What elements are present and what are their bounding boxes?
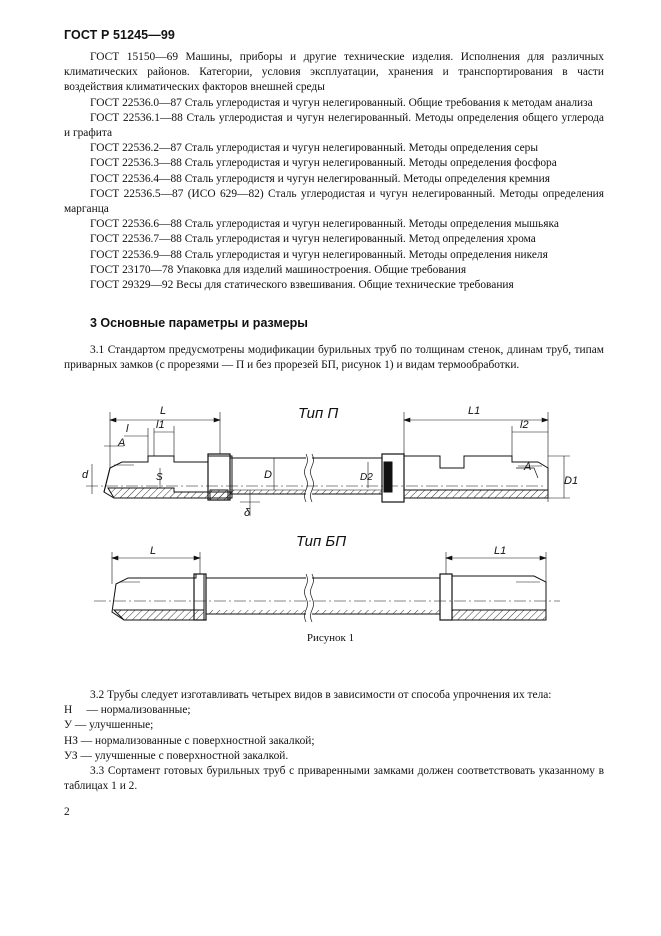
reference-item: ГОСТ 22536.3—88 Сталь углеродистая и чугун нелегированный. Методы определения фосфора	[90, 157, 557, 170]
paragraph-3-3: 3.3 Сортамент готовых бурильных труб с приваренными замками должен соответствовать указанному в таблицах 1 и 2.	[64, 765, 604, 793]
reference-item: ГОСТ 22536.6—88 Сталь углеродистая и чугун нелегированный. Методы определения мышьяка	[90, 218, 559, 231]
reference-item: ГОСТ 22536.4—88 Сталь углеродистя и чугун нелегированный. Методы определения кремния	[90, 172, 550, 185]
dim-label-L-bp: L	[150, 545, 157, 557]
reference-item: ГОСТ 22536.0—87 Сталь углеродистая и чугун нелегированный. Общие требования к методам анализа	[90, 96, 593, 109]
dim-label-l2: l2	[520, 419, 529, 431]
list-item: У — улучшенные;	[64, 719, 154, 732]
figure-caption: Рисунок 1	[306, 632, 355, 644]
type-p-labels	[82, 405, 578, 519]
dim-label-D2: D2	[360, 472, 373, 483]
page-number: 2	[64, 806, 70, 818]
dim-label-A-right: A	[524, 461, 532, 473]
reference-item: ГОСТ 22536.5—87 (ИСО 629—82) Сталь углеродистая и чугун нелегированный. Методы определения марганца	[64, 187, 604, 216]
dim-label-l: l	[126, 423, 129, 435]
figure-drill-pipe-drawing	[64, 398, 604, 630]
list-item: УЗ — улучшенные с поверхностной закалкой.	[64, 749, 289, 762]
paragraphs-3-2-3-3	[64, 688, 604, 794]
list-item: Н — нормализованные;	[64, 704, 191, 717]
document-header: ГОСТ Р 51245—99	[64, 28, 175, 42]
dim-label-d: d	[82, 469, 89, 481]
paragraph-3-2-intro: 3.2 Трубы следует изготавливать четырех видов в зависимости от способа упрочнения их тела:	[90, 689, 552, 701]
reference-item: ГОСТ 22536.9—88 Сталь углеродистая и чугун нелегированный. Методы определения никеля	[90, 248, 548, 261]
dim-label-L: L	[160, 405, 167, 417]
dim-label-D1: D1	[564, 475, 579, 487]
dim-label-L1: L1	[468, 405, 481, 417]
type-bp-dimensions	[112, 552, 546, 584]
type-bp-drawing	[94, 574, 560, 622]
reference-item: ГОСТ 22536.1—88 Сталь углеродистая и чугун нелегированный. Методы определения общего углерода и графита	[64, 111, 604, 140]
dim-label-delta: δ	[244, 507, 251, 519]
type-bp-labels	[150, 533, 506, 557]
dim-label-D: D	[264, 469, 272, 481]
type-bp-label: Тип БП	[296, 533, 347, 550]
dim-label-L1-bp: L1	[494, 545, 507, 557]
section-title: 3 Основные параметры и размеры	[90, 316, 308, 330]
reference-item: ГОСТ 29329—92 Весы для статического взвешивания. Общие технические требования	[90, 279, 514, 292]
reference-item: ГОСТ 22536.7—88 Сталь углеродистая и чугун нелегированный. Метод определения хрома	[90, 233, 536, 246]
dim-label-l1: l1	[156, 419, 165, 431]
reference-item: ГОСТ 22536.2—87 Сталь углеродистая и чугун нелегированный. Методы определения серы	[90, 142, 538, 155]
dim-label-S: S	[156, 472, 163, 483]
paragraph-3-1: 3.1 Стандартом предусмотрены модификации бурильных труб по толщинам стенок, длинам труб, типам приварных замков (с прорезями — П и без прорезей БП, рисунок 1) и видам термообработки.	[64, 344, 604, 372]
reference-item: ГОСТ 23170—78 Упаковка для изделий машиностроения. Общие требования	[90, 263, 467, 276]
type-p-label: Тип П	[298, 405, 339, 422]
list-item: НЗ — нормализованные с поверхностной закалкой;	[64, 734, 315, 747]
normative-references-list	[64, 50, 604, 293]
dim-label-A-left: A	[118, 437, 126, 449]
reference-item: ГОСТ 15150—69 Машины, приборы и другие технические изделия. Исполнения для различных климатических районов. Категории, условия эксплуатации, хранения и транспортирования в части воздействия климатических факторов внешней среды	[64, 51, 604, 94]
